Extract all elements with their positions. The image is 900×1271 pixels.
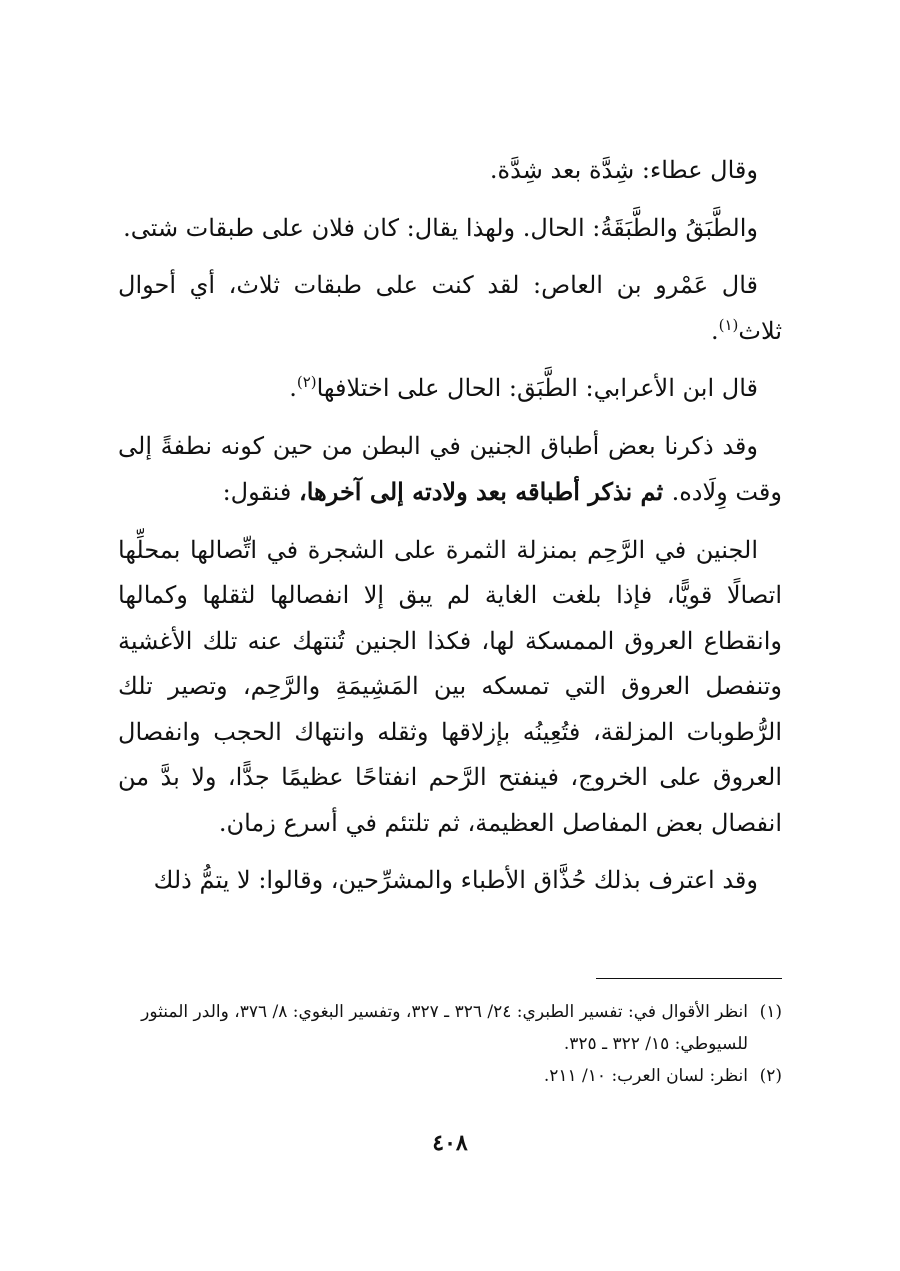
paragraph-7 bbox=[118, 858, 782, 904]
paragraph-5-tail: فنقول: bbox=[222, 478, 299, 506]
footnote-separator bbox=[596, 978, 782, 979]
page-number: ٤٠٨ bbox=[432, 1130, 468, 1156]
paragraph-6-text: الجنين في الرَّحِم بمنزلة الثمرة على الشجرة في اتِّصالها بمحلِّها اتصالًا قويًّا، فإذا بلغت الغاية لم يبق إلا انفصالها لثقلها وكمالها وانقطاع العروق الممسكة لها، فكذا الجنين تُنتهك عنه تلك الأغشية وتنفصل العروق التي تمسكه بين المَشِيمَةِ والرَّحِم، وتصير تلك الرُّطوبات المزلقة، فتُعِينُه بإزلاقها وثقله وانتهاك الحجب وانفصال العروق على الخروج، فينفتح الرَّحم انفتاحًا عظيمًا جدًّا، ولا بدَّ من انفصال بعض المفاصل العظيمة، ثم تلتئم في أسرع زمان. bbox=[118, 535, 782, 837]
paragraph-2-text: والطَّبَقُ والطَّبَقَةُ: الحال. ولهذا يقال: كان فلان على طبقات شتى. bbox=[123, 213, 758, 242]
paragraph-1 bbox=[118, 148, 782, 194]
footnote-1-number: (١) bbox=[759, 1002, 782, 1022]
footnote-1 bbox=[118, 996, 782, 1060]
footnote-ref-2[interactable]: (٢) bbox=[296, 373, 317, 391]
paragraph-5 bbox=[118, 424, 782, 516]
footnote-2-number: (٢) bbox=[759, 1066, 782, 1086]
footnote-2-text: انظر: لسان العرب: ١٠/ ٢١١. bbox=[543, 1066, 748, 1086]
paragraph-5-text: وقد ذكرنا بعض أطباق الجنين في البطن من حين كونه نطفةً إلى وقت وِلَاده. bbox=[118, 431, 782, 506]
footnote-1-text: انظر الأقوال في: تفسير الطبري: ٢٤/ ٣٢٦ ـ ٣٢٧، وتفسير البغوي: ٨/ ٣٧٦، والدر المنثور للسيوطي: ١٥/ ٣٢٢ ـ ٣٢٥. bbox=[141, 1002, 748, 1054]
main-text bbox=[118, 148, 782, 916]
paragraph-3-tail: . bbox=[710, 316, 719, 345]
paragraph-5-bold: ثم نذكر أطباقه بعد ولادته إلى آخرها، bbox=[299, 477, 672, 506]
paragraph-7-text: وقد اعترف بذلك حُذَّاق الأطباء والمشرِّحين، وقالوا: لا يتمُّ ذلك bbox=[153, 866, 758, 894]
paragraph-4-text: قال ابن الأعرابي: الطَّبَق: الحال على اختلافها bbox=[316, 374, 758, 402]
paragraph-6 bbox=[118, 528, 782, 847]
footnote-ref-1[interactable]: (١) bbox=[718, 315, 739, 334]
paragraph-4 bbox=[118, 366, 782, 412]
footnote-2 bbox=[118, 1060, 782, 1092]
paragraph-2 bbox=[118, 206, 782, 252]
footnotes bbox=[118, 996, 782, 1092]
paragraph-4-tail: . bbox=[289, 374, 297, 402]
paragraph-3-text: قال عَمْرو بن العاص: لقد كنت على طبقات ثلاث، أي أحوال ثلاث bbox=[118, 271, 782, 345]
paragraph-3 bbox=[118, 263, 782, 354]
paragraph-1-text: وقال عطاء: شِدَّة بعد شِدَّة. bbox=[489, 156, 758, 184]
